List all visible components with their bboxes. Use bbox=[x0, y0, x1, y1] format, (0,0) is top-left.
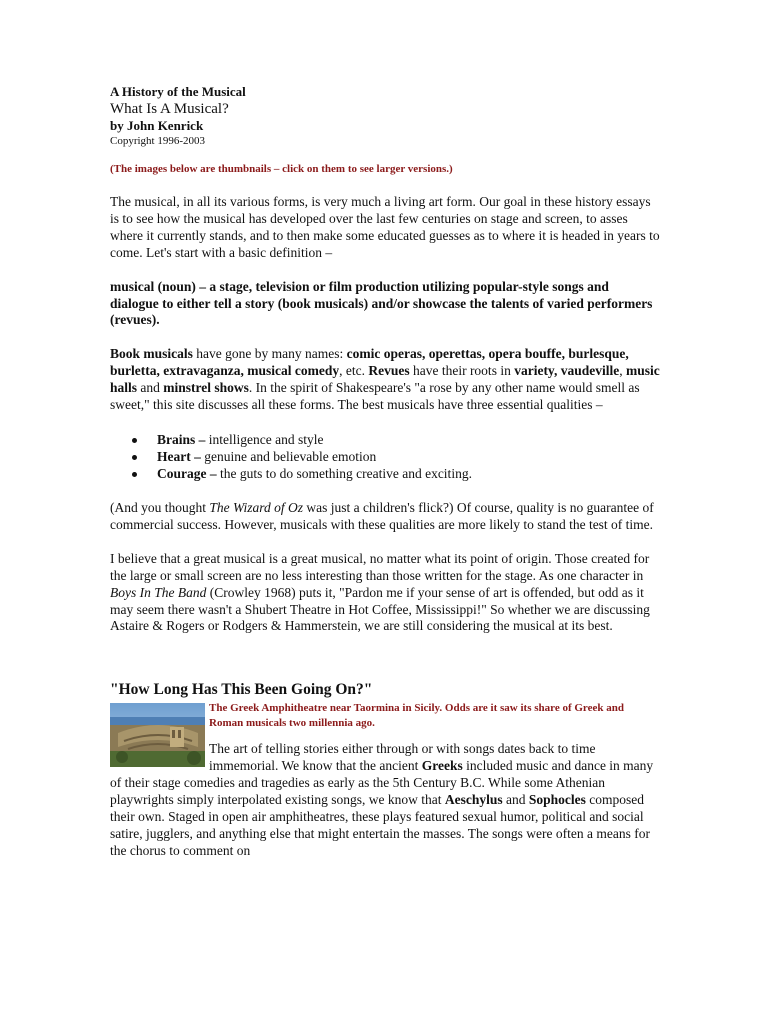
page-title: What Is A Musical? bbox=[110, 101, 229, 117]
bullet-icon bbox=[132, 472, 137, 477]
quality-term: Courage – bbox=[157, 465, 217, 481]
book-musicals-term: Book musicals bbox=[110, 346, 193, 362]
list-item bbox=[110, 448, 660, 465]
minstrel-shows-term: minstrel shows bbox=[163, 380, 249, 396]
copyright: Copyright 1996-2003 bbox=[110, 135, 206, 147]
forms-text: . In the spirit of Shakespeare's "a rose by any other name would smell as sweet," this site discusses all these forms. The best musicals have three essential qualities – bbox=[110, 380, 640, 413]
forms-text: have their roots in bbox=[409, 363, 515, 379]
amphitheatre-thumbnail[interactable] bbox=[110, 703, 205, 767]
variety-term: variety, vaudeville bbox=[514, 363, 620, 379]
history-text: included music and dance in many of their stage comedies and tragedies as early as the 5th Century B.C. While some Athenian playwrights simply interpolated existing songs, we know that bbox=[110, 758, 654, 808]
amphitheatre-image bbox=[110, 703, 205, 767]
list-item bbox=[110, 431, 660, 448]
forms-text: , bbox=[619, 363, 626, 379]
great-text: (Crowley 1968) puts it, "Pardon me if your sense of art is offended, but odd as it may seem there wasn't a Shubert Theatre in Hot Coffee, Mississippi!" So whether we are discussing Astaire & Rogers or Rodgers & Hammerstein, we are still considering the musical at its best. bbox=[110, 584, 650, 634]
quality-desc: the guts to do something creative and exciting. bbox=[216, 465, 472, 481]
forms-text: and bbox=[137, 380, 164, 396]
image-caption: The Greek Amphitheatre near Taormina in Sicily. Odds are it saw its share of Greek and Roman musicals two millennia ago. bbox=[209, 702, 624, 730]
great-musical-paragraph bbox=[110, 551, 660, 636]
oz-text: was just a children's flick?) Of course, quality is no guarantee of commercial success. However, musicals with these qualities are more likely to stand the test of time. bbox=[110, 499, 654, 532]
byline: by John Kenrick bbox=[110, 118, 204, 133]
quality-desc: intelligence and style bbox=[205, 431, 324, 447]
forms-paragraph bbox=[110, 346, 660, 414]
qualities-list bbox=[110, 431, 660, 482]
quality-term: Heart – bbox=[157, 448, 201, 464]
section-body bbox=[110, 701, 660, 859]
history-text: and bbox=[502, 792, 529, 808]
oz-paragraph bbox=[110, 500, 660, 534]
history-text: The art of telling stories either through or with songs dates back to time immemorial. We know that the ancient bbox=[209, 741, 596, 774]
history-text: composed their own. Staged in open air amphitheatres, these plays featured sexual humor, political and social satire, jugglers, and anything else that might entertain the masses. The songs were often a means for the chorus to comment on bbox=[110, 792, 650, 858]
great-text: I believe that a great musical is a great musical, no matter what its point of origin. Those created for the large or small screen are no less interesting than those written for the stage. As one character in bbox=[110, 550, 650, 583]
revues-term: Revues bbox=[368, 363, 410, 379]
quality-term: Brains – bbox=[157, 431, 206, 447]
definition-paragraph: musical (noun) – a stage, television or film production utilizing popular-style songs and dialogue to either tell a story (book musicals) and/or showcase the talents of varied performers (revues). bbox=[110, 278, 653, 328]
book-forms-list: comic operas, operettas, opera bouffe, burlesque, burletta, extravaganza, musical comedy bbox=[110, 346, 629, 379]
bullet-icon bbox=[132, 455, 137, 460]
aeschylus-term: Aeschylus bbox=[444, 792, 503, 808]
series-title: A History of the Musical bbox=[110, 84, 246, 99]
quality-desc: genuine and believable emotion bbox=[200, 448, 377, 464]
oz-text: (And you thought bbox=[110, 499, 210, 515]
sophocles-term: Sophocles bbox=[528, 792, 586, 808]
bullet-icon bbox=[132, 438, 137, 443]
document-page bbox=[110, 84, 660, 860]
list-item bbox=[110, 465, 660, 482]
greeks-term: Greeks bbox=[421, 758, 463, 774]
thumbnail-note: (The images below are thumbnails – click on them to see larger versions.) bbox=[110, 163, 453, 175]
forms-text: , etc. bbox=[339, 363, 369, 379]
section-heading: "How Long Has This Been Going On?" bbox=[110, 681, 373, 699]
wizard-of-oz-title: The Wizard of Oz bbox=[209, 499, 304, 515]
forms-text: have gone by many names: bbox=[192, 346, 347, 362]
intro-paragraph: The musical, in all its various forms, is very much a living art form. Our goal in these history essays is to see how the musical has developed over the last few centuries on stage and screen, to asses where it currently stands, and to then make some educated guesses as to where it is headed in years to come. Let's start with a basic definition – bbox=[110, 194, 660, 260]
music-halls-term: music halls bbox=[110, 363, 660, 396]
boys-in-the-band-title: Boys In The Band bbox=[110, 584, 207, 600]
